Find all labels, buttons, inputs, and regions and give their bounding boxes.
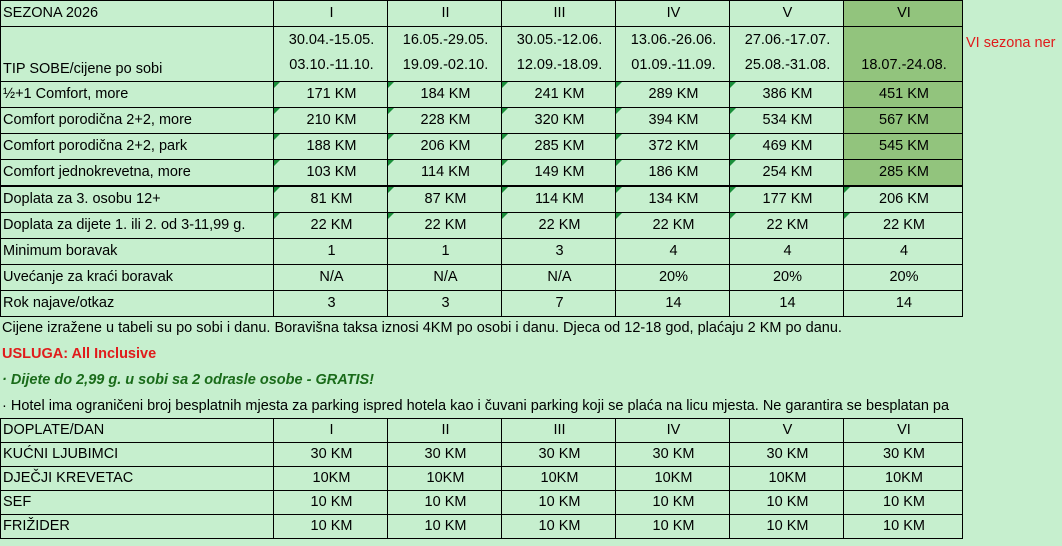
note-service[interactable]: USLUGA: All Inclusive xyxy=(2,346,157,362)
value-cell[interactable]: 7 xyxy=(502,291,616,317)
value-cell[interactable]: 10KM xyxy=(730,467,844,491)
dates-cell-3[interactable] xyxy=(502,27,616,82)
dates-cell-4[interactable] xyxy=(616,27,730,82)
value-cell[interactable]: 4 xyxy=(616,239,730,265)
value-cell[interactable]: 87 KM xyxy=(388,186,502,213)
value-cell[interactable]: 14 xyxy=(616,291,730,317)
value-cell[interactable]: 22 KM xyxy=(616,213,730,239)
supplement-rows xyxy=(1,443,963,539)
row-label-cell[interactable]: ½+1 Comfort, more xyxy=(1,82,274,108)
value-cell[interactable]: 1 xyxy=(388,239,502,265)
value-cell[interactable]: 30 KM xyxy=(502,443,616,467)
note-child-free[interactable]: · Dijete do 2,99 g. u sobi sa 2 odrasle osobe - GRATIS! xyxy=(2,372,374,388)
value-cell[interactable]: 10KM xyxy=(502,467,616,491)
value-cell[interactable]: 177 KM xyxy=(730,186,844,213)
table-row xyxy=(1,291,963,317)
value-cell[interactable]: 10 KM xyxy=(502,491,616,515)
value-cell[interactable]: 10 KM xyxy=(844,491,963,515)
value-cell[interactable]: 20% xyxy=(730,265,844,291)
value-cell[interactable]: 10 KM xyxy=(730,491,844,515)
value-cell[interactable]: 567 KM xyxy=(844,108,963,134)
value-cell[interactable]: 114 KM xyxy=(388,160,502,187)
value-cell[interactable]: 254 KM xyxy=(730,160,844,187)
date-range-a: 27.06.-17.07. xyxy=(744,32,831,48)
table-row xyxy=(1,515,963,539)
value-cell[interactable]: 10 KM xyxy=(274,491,388,515)
supp-season-cell-3[interactable]: III xyxy=(502,419,616,443)
dates-cell-2[interactable] xyxy=(388,27,502,82)
row-label-cell[interactable]: Doplata za dijete 1. ili 2. od 3-11,99 g. xyxy=(1,213,274,239)
dates-row xyxy=(1,27,963,82)
date-range-b: 25.08.-31.08. xyxy=(744,57,831,73)
table-row xyxy=(1,265,963,291)
value-cell[interactable]: 184 KM xyxy=(388,82,502,108)
row-label-cell[interactable]: KUĆNI LJUBIMCI xyxy=(1,443,274,467)
value-cell[interactable]: 30 KM xyxy=(844,443,963,467)
value-cell[interactable]: 285 KM xyxy=(502,134,616,160)
value-cell[interactable]: 171 KM xyxy=(274,82,388,108)
value-cell[interactable]: 10 KM xyxy=(730,515,844,539)
value-cell[interactable]: N/A xyxy=(274,265,388,291)
row-label-cell[interactable]: Minimum boravak xyxy=(1,239,274,265)
supplements-label-cell[interactable]: DOPLATE/DAN xyxy=(1,419,274,443)
value-cell[interactable]: 22 KM xyxy=(388,213,502,239)
table-row xyxy=(1,491,963,515)
date-range-b: 03.10.-11.10. xyxy=(289,57,374,73)
supp-season-cell-4[interactable]: IV xyxy=(616,419,730,443)
value-cell[interactable]: 289 KM xyxy=(616,82,730,108)
value-cell[interactable]: 30 KM xyxy=(730,443,844,467)
row-label-cell[interactable]: Rok najave/otkaz xyxy=(1,291,274,317)
value-cell[interactable]: N/A xyxy=(502,265,616,291)
row-label-cell[interactable]: Doplata za 3. osobu 12+ xyxy=(1,186,274,213)
row-label-cell[interactable]: Comfort porodična 2+2, more xyxy=(1,108,274,134)
dates-cell-5[interactable] xyxy=(730,27,844,82)
room-type-label: TIP SOBE/cijene po sobi xyxy=(3,61,163,77)
date-range-b: 12.09.-18.09. xyxy=(516,57,603,73)
note-prices[interactable]: Cijene izražene u tabeli su po sobi i danu. Boravišna taksa iznosi 4KM po osobi i danu. Djeca od 12-18 god, plaćaju 2 KM po danu. xyxy=(2,320,842,336)
value-cell[interactable]: 10KM xyxy=(388,467,502,491)
value-cell[interactable]: 22 KM xyxy=(730,213,844,239)
date-range-b: 01.09.-11.09. xyxy=(631,57,716,73)
date-range-b: 19.09.-02.10. xyxy=(402,57,489,73)
value-cell[interactable]: 228 KM xyxy=(388,108,502,134)
season-cell-3[interactable]: III xyxy=(502,1,616,27)
row-label-cell[interactable]: SEF xyxy=(1,491,274,515)
season-cell-6[interactable]: VI xyxy=(844,1,963,27)
value-cell[interactable]: 14 xyxy=(844,291,963,317)
date-range-a: 13.06.-26.06. xyxy=(630,32,717,48)
value-cell[interactable]: 3 xyxy=(388,291,502,317)
row-label-cell[interactable]: Comfort porodična 2+2, park xyxy=(1,134,274,160)
value-cell[interactable]: 285 KM xyxy=(844,160,963,187)
value-cell[interactable]: 22 KM xyxy=(502,213,616,239)
table-row xyxy=(1,82,963,108)
date-range-a xyxy=(846,28,962,53)
value-cell[interactable]: 4 xyxy=(844,239,963,265)
value-cell[interactable]: 10 KM xyxy=(388,515,502,539)
table-row xyxy=(1,213,963,239)
value-cell[interactable]: 134 KM xyxy=(616,186,730,213)
value-cell[interactable]: 149 KM xyxy=(502,160,616,187)
room-type-label-cell[interactable] xyxy=(1,27,274,82)
value-cell[interactable]: 20% xyxy=(616,265,730,291)
table-row xyxy=(1,186,963,213)
table-row xyxy=(1,239,963,265)
supp-season-cell-1[interactable]: I xyxy=(274,419,388,443)
value-cell[interactable]: 386 KM xyxy=(730,82,844,108)
dates-cell-1[interactable] xyxy=(274,27,388,82)
note-parking[interactable]: · Hotel ima ograničeni broj besplatnih mjesta za parking ispred hotela kao i čuvani parking koji se plaća na licu mjesta. Ne garantira se besplatan pa xyxy=(2,398,950,414)
value-cell[interactable]: 10 KM xyxy=(388,491,502,515)
value-cell[interactable]: 451 KM xyxy=(844,82,963,108)
supp-season-cell-2[interactable]: II xyxy=(388,419,502,443)
table-row xyxy=(1,443,963,467)
value-cell[interactable]: 10 KM xyxy=(616,515,730,539)
value-cell[interactable]: N/A xyxy=(388,265,502,291)
value-cell[interactable]: 210 KM xyxy=(274,108,388,134)
season-label-cell[interactable]: SEZONA 2026 xyxy=(1,1,274,27)
value-cell[interactable]: 10 KM xyxy=(844,515,963,539)
value-cell[interactable]: 545 KM xyxy=(844,134,963,160)
value-cell[interactable]: 4 xyxy=(730,239,844,265)
value-cell[interactable]: 30 KM xyxy=(388,443,502,467)
value-cell[interactable]: 20% xyxy=(844,265,963,291)
value-cell[interactable]: 3 xyxy=(502,239,616,265)
value-cell[interactable]: 103 KM xyxy=(274,160,388,187)
table-row xyxy=(1,160,963,187)
value-cell[interactable]: 241 KM xyxy=(502,82,616,108)
value-cell[interactable]: 10 KM xyxy=(274,515,388,539)
supp-season-cell-5[interactable]: V xyxy=(730,419,844,443)
value-cell[interactable]: 320 KM xyxy=(502,108,616,134)
value-cell[interactable]: 469 KM xyxy=(730,134,844,160)
date-range-b: 18.07.-24.08. xyxy=(861,57,947,73)
value-cell[interactable]: 186 KM xyxy=(616,160,730,187)
row-label-cell[interactable]: Comfort jednokrevetna, more xyxy=(1,160,274,187)
supplements-table xyxy=(0,418,963,539)
value-cell[interactable]: 10KM xyxy=(616,467,730,491)
season-header-row xyxy=(1,1,963,27)
value-cell[interactable]: 30 KM xyxy=(274,443,388,467)
overflow-note[interactable]: VI sezona ner xyxy=(966,35,1056,51)
supp-season-cell-6[interactable]: VI xyxy=(844,419,963,443)
date-range-a: 16.05.-29.05. xyxy=(402,32,489,48)
value-cell[interactable]: 22 KM xyxy=(844,213,963,239)
season-cell-4[interactable]: IV xyxy=(616,1,730,27)
extra-rows xyxy=(1,186,963,317)
value-cell[interactable]: 1 xyxy=(274,239,388,265)
table-row xyxy=(1,134,963,160)
value-cell[interactable]: 206 KM xyxy=(844,186,963,213)
date-range-a: 30.05.-12.06. xyxy=(516,32,603,48)
value-cell[interactable]: 30 KM xyxy=(616,443,730,467)
value-cell[interactable]: 534 KM xyxy=(730,108,844,134)
value-cell[interactable]: 10KM xyxy=(844,467,963,491)
season-cell-1[interactable]: I xyxy=(274,1,388,27)
table-row xyxy=(1,108,963,134)
table-row xyxy=(1,467,963,491)
value-cell[interactable]: 22 KM xyxy=(274,213,388,239)
value-cell[interactable]: 114 KM xyxy=(502,186,616,213)
value-cell[interactable]: 14 xyxy=(730,291,844,317)
value-cell[interactable]: 10 KM xyxy=(502,515,616,539)
row-label-cell[interactable]: DJEČJI KREVETAC xyxy=(1,467,274,491)
dates-cell-6[interactable] xyxy=(844,27,963,82)
value-cell[interactable]: 81 KM xyxy=(274,186,388,213)
row-label-cell[interactable]: Uvećanje za kraći boravak xyxy=(1,265,274,291)
value-cell[interactable]: 206 KM xyxy=(388,134,502,160)
supplements-header-row xyxy=(1,419,963,443)
value-cell[interactable]: 188 KM xyxy=(274,134,388,160)
value-cell[interactable]: 372 KM xyxy=(616,134,730,160)
season-cell-2[interactable]: II xyxy=(388,1,502,27)
value-cell[interactable]: 10KM xyxy=(274,467,388,491)
row-label-cell[interactable]: FRIŽIDER xyxy=(1,515,274,539)
season-cell-5[interactable]: V xyxy=(730,1,844,27)
room-rows xyxy=(1,82,963,187)
value-cell[interactable]: 10 KM xyxy=(616,491,730,515)
value-cell[interactable]: 3 xyxy=(274,291,388,317)
date-range-a: 30.04.-15.05. xyxy=(288,32,375,48)
value-cell[interactable]: 394 KM xyxy=(616,108,730,134)
